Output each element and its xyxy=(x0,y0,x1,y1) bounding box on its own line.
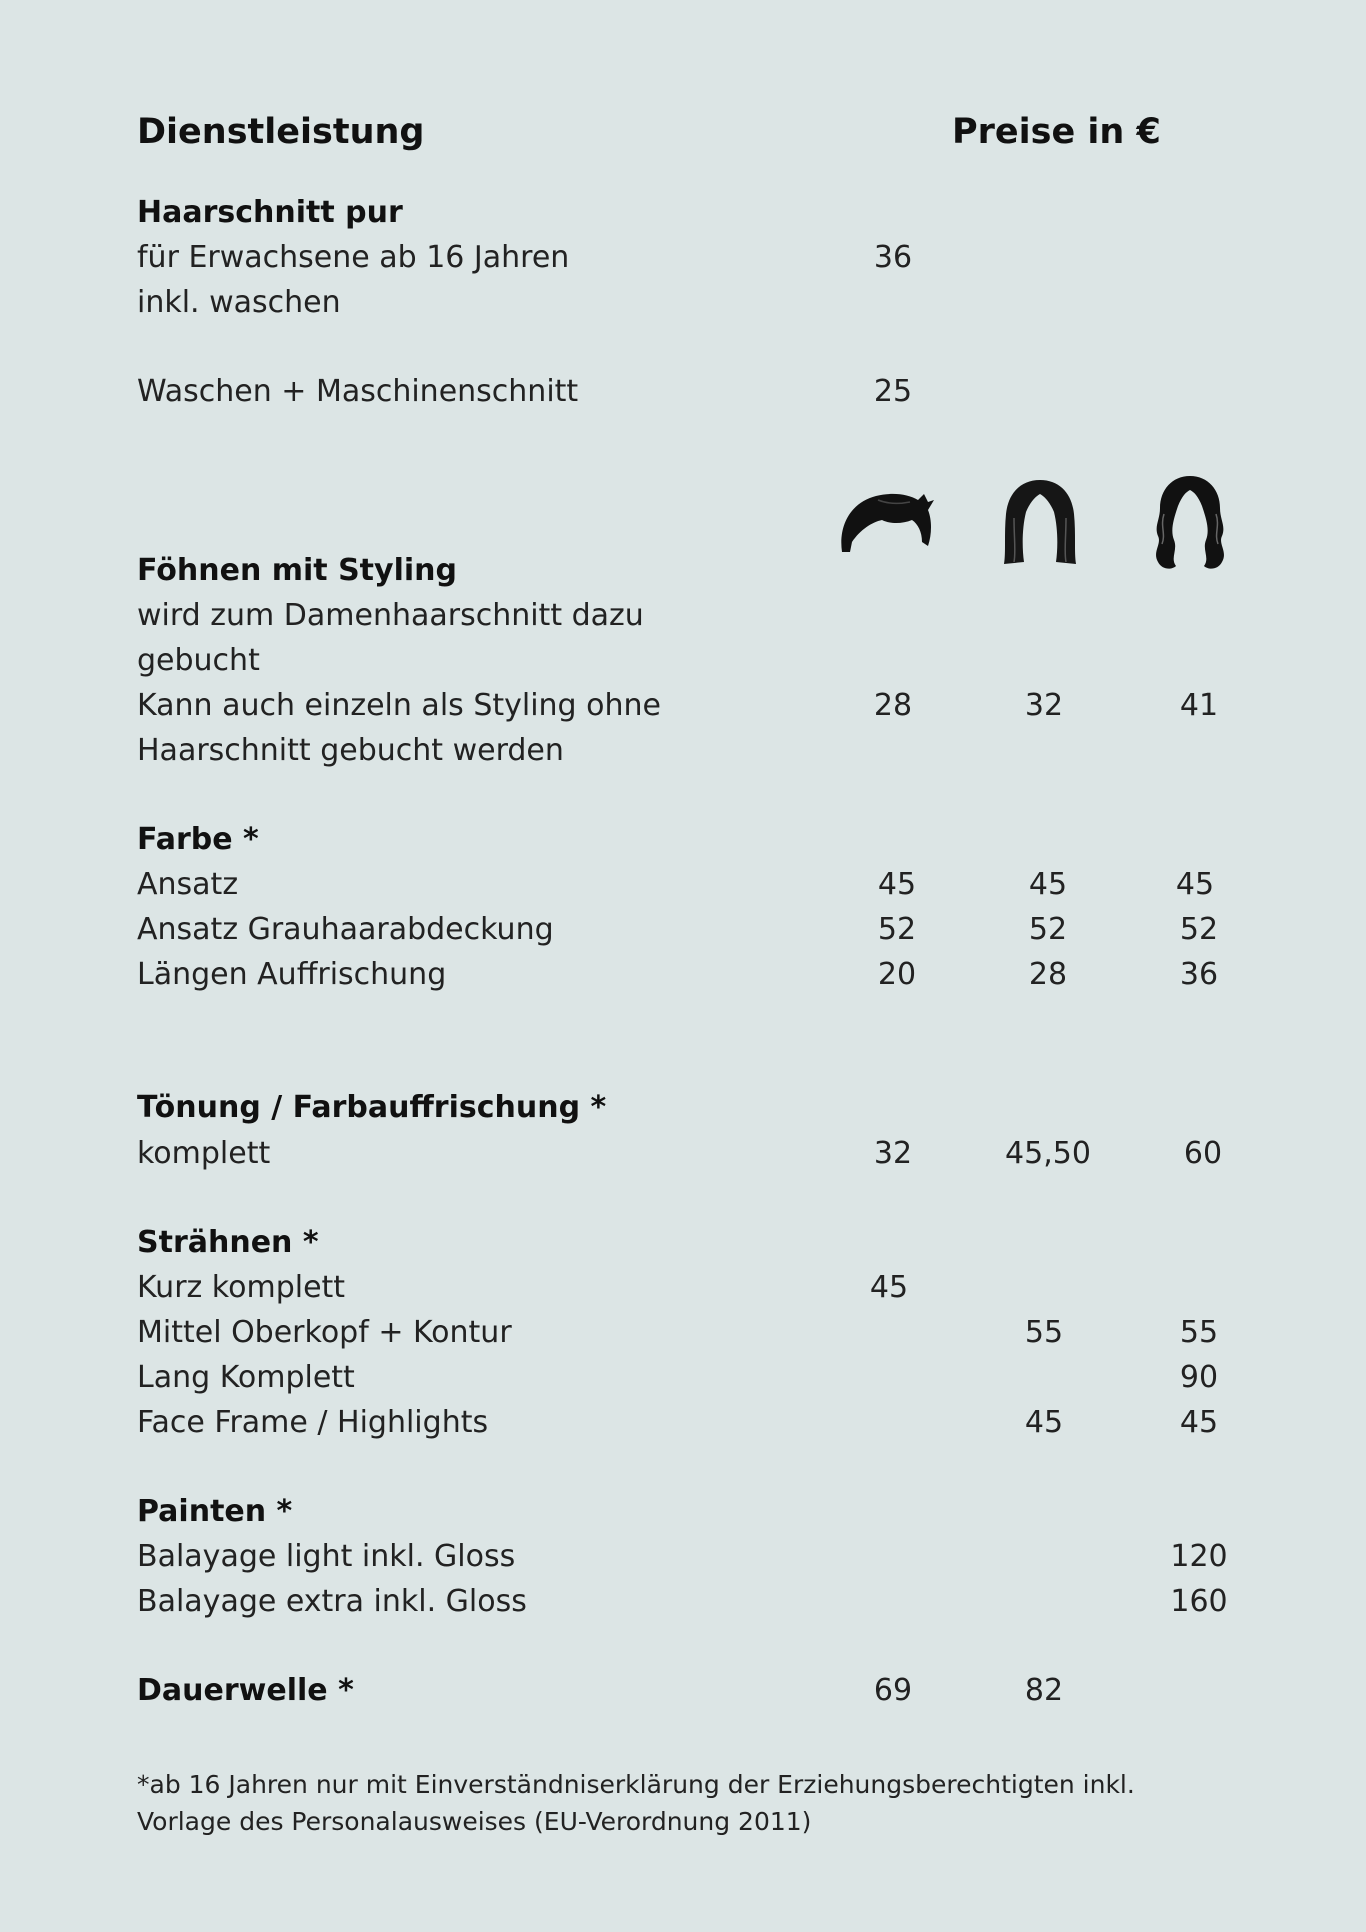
price-toenung-short: 32 xyxy=(873,1136,913,1171)
price-straehnen-mittel-medium: 55 xyxy=(1024,1315,1064,1350)
price-foehnen-short: 28 xyxy=(873,688,913,723)
price-straehnen-face-long: 45 xyxy=(1179,1405,1219,1440)
haarschnitt-desc-line2: inkl. waschen xyxy=(137,285,341,320)
section-title-toenung: Tönung / Farbauffrischung * xyxy=(137,1090,607,1125)
section-title-painten: Painten * xyxy=(137,1494,293,1529)
price-foehnen-long: 41 xyxy=(1179,688,1219,723)
price-farbe-ansatz-short: 45 xyxy=(877,867,917,902)
price-toenung-medium: 45,50 xyxy=(1005,1136,1091,1171)
section-title-dauerwelle: Dauerwelle * xyxy=(137,1673,354,1708)
short-hair-icon xyxy=(838,488,936,556)
price-farbe-laengen-short: 20 xyxy=(877,957,917,992)
toenung-label: komplett xyxy=(137,1136,271,1171)
price-farbe-ansatz-medium: 45 xyxy=(1028,867,1068,902)
price-farbe-ansatz-long: 45 xyxy=(1175,867,1215,902)
price-dauerwelle-medium: 82 xyxy=(1024,1673,1064,1708)
straehnen-row-label: Face Frame / Highlights xyxy=(137,1405,489,1440)
straehnen-row-label: Mittel Oberkopf + Kontur xyxy=(137,1315,512,1350)
price-balayage-light: 120 xyxy=(1170,1539,1228,1574)
price-toenung-long: 60 xyxy=(1183,1136,1223,1171)
painten-row-label: Balayage extra inkl. Gloss xyxy=(137,1584,527,1619)
price-farbe-grau-medium: 52 xyxy=(1028,912,1068,947)
long-hair-icon xyxy=(1150,474,1230,572)
painten-row-label: Balayage light inkl. Gloss xyxy=(137,1539,516,1574)
waschen-maschinenschnitt-label: Waschen + Maschinenschnitt xyxy=(137,374,579,409)
straehnen-row-label: Kurz komplett xyxy=(137,1270,346,1305)
foehnen-desc-line3: Kann auch einzeln als Styling ohne xyxy=(137,688,661,723)
price-dauerwelle-short: 69 xyxy=(873,1673,913,1708)
price-haarschnitt: 36 xyxy=(873,240,913,275)
farbe-row-label: Ansatz xyxy=(137,867,239,902)
foehnen-desc-line2: gebucht xyxy=(137,643,260,678)
foehnen-desc-line4: Haarschnitt gebucht werden xyxy=(137,733,564,768)
price-straehnen-lang-long: 90 xyxy=(1179,1360,1219,1395)
price-farbe-laengen-long: 36 xyxy=(1179,957,1219,992)
price-farbe-grau-long: 52 xyxy=(1179,912,1219,947)
section-title-haarschnitt: Haarschnitt pur xyxy=(137,195,403,230)
section-title-foehnen: Föhnen mit Styling xyxy=(137,553,457,588)
farbe-row-label: Ansatz Grauhaarabdeckung xyxy=(137,912,554,947)
medium-hair-icon xyxy=(1000,478,1080,566)
column-header-service: Dienstleistung xyxy=(137,112,425,152)
price-straehnen-face-medium: 45 xyxy=(1024,1405,1064,1440)
price-waschen-maschinenschnitt: 25 xyxy=(873,374,913,409)
price-straehnen-mittel-long: 55 xyxy=(1179,1315,1219,1350)
farbe-row-label: Längen Auffrischung xyxy=(137,957,447,992)
price-foehnen-medium: 32 xyxy=(1024,688,1064,723)
haarschnitt-desc-line1: für Erwachsene ab 16 Jahren xyxy=(137,240,570,275)
price-balayage-extra: 160 xyxy=(1170,1584,1228,1619)
section-title-straehnen: Strähnen * xyxy=(137,1225,319,1260)
footnote: *ab 16 Jahren nur mit Einverständniserklärung der Erziehungsberechtigten inkl. Vorlage des Personalausweises (EU-Verordnung 2011) xyxy=(137,1770,1135,1836)
column-header-prices: Preise in € xyxy=(952,112,1161,152)
price-farbe-laengen-medium: 28 xyxy=(1028,957,1068,992)
price-farbe-grau-short: 52 xyxy=(877,912,917,947)
straehnen-row-label: Lang Komplett xyxy=(137,1360,355,1395)
section-title-farbe: Farbe * xyxy=(137,822,259,857)
price-straehnen-kurz-short: 45 xyxy=(869,1270,909,1305)
foehnen-desc-line1: wird zum Damenhaarschnitt dazu xyxy=(137,598,644,633)
